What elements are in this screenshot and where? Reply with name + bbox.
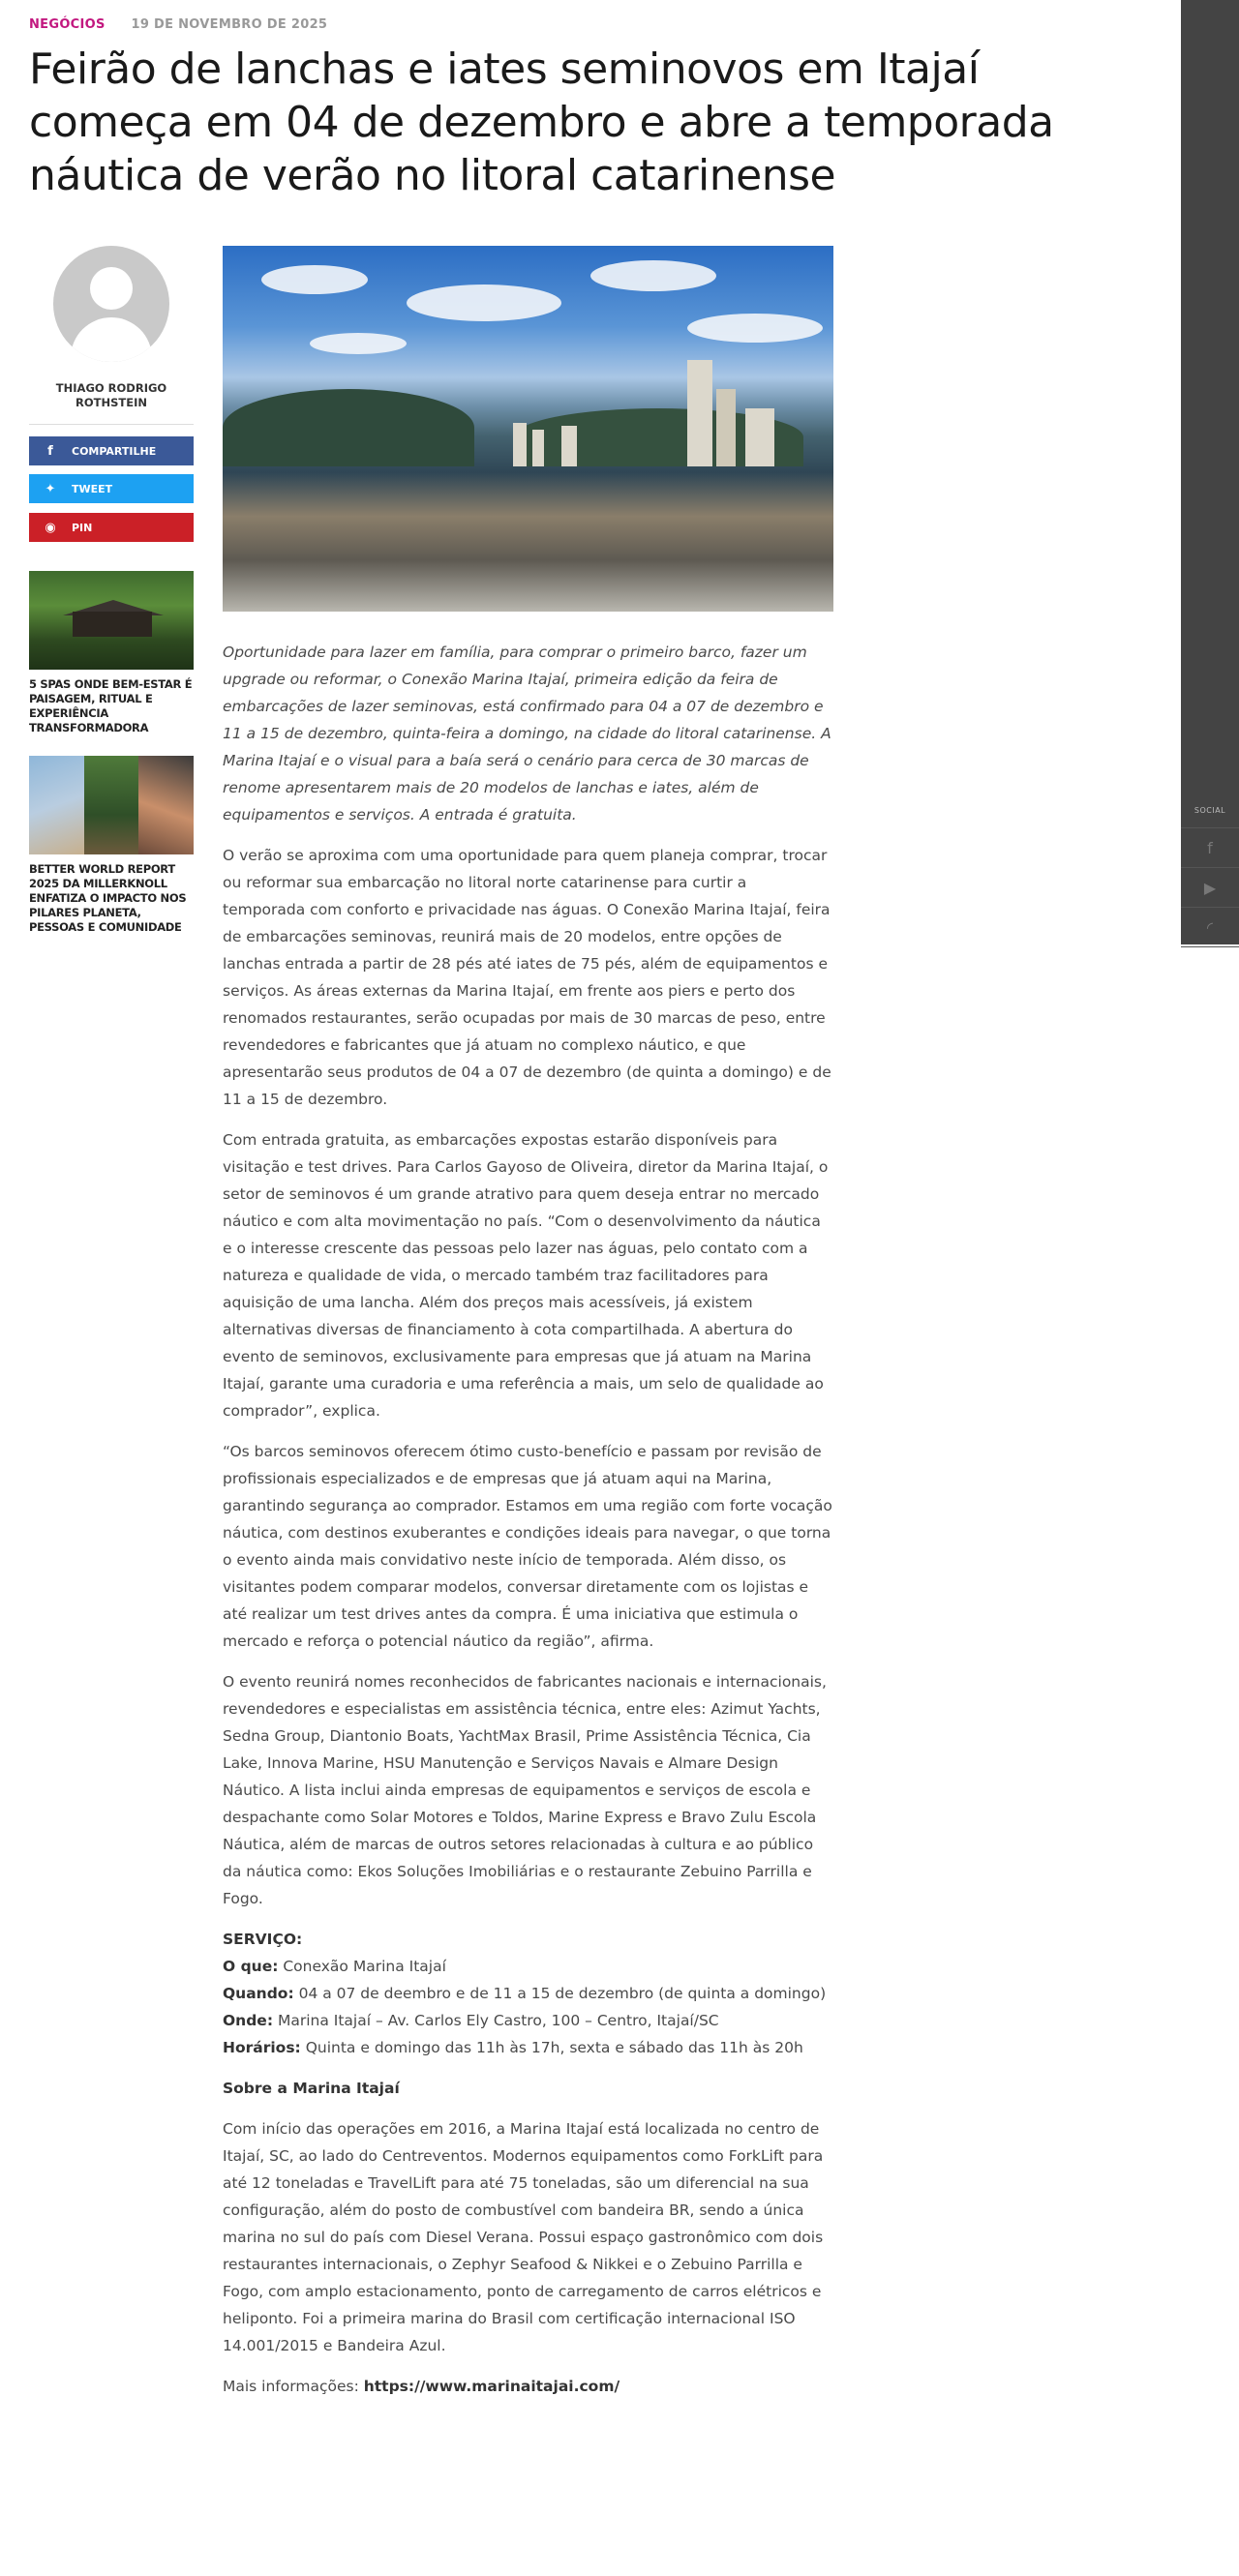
more-info-label: Mais informações: [223, 2378, 364, 2395]
article-paragraph: Com entrada gratuita, as embarcações expostas estarão disponíveis para visitação e test drives. Para Carlos Gayoso de Oliveira, diretor da Marina Itajaí, o setor de seminovos é um grande atrativo para quem deseja entrar no mercado náutico e com alta movimentação no país. “Com o desenvolvimento da náutica e o interesse crescente das pessoas pelo lazer nas águas, pelo contato com a natureza e qualidade de vida, o mercado também traz facilitadores para aquisição de uma lancha. Além dos preços mais acessíveis, já existem alternativas diversas de financiamento à cota compartilhada. A abertura do evento de seminovos, exclusivamente para empresas que já atuam na Marina Itajaí, garante uma curadoria e uma referência a mais, um selo de qualidade ao comprador”, explica. [223, 1131, 829, 1420]
article-body [223, 639, 833, 2413]
service-hours: Quinta e domingo das 11h às 17h, sexta e sábado das 11h às 20h [300, 2039, 803, 2056]
service-what: Conexão Marina Itajaí [278, 1958, 446, 1975]
author-box [29, 246, 194, 425]
rss-icon[interactable]: ◜ [1181, 907, 1239, 947]
hero-image-marina [223, 246, 833, 612]
related-post-thumbnail[interactable] [29, 756, 194, 854]
article-lead: Oportunidade para lazer em família, para comprar o primeiro barco, fazer um upgrade ou reformar, o Conexão Marina Itajaí, primeira edição da feira de embarcações de lazer seminovas, está confirmado para 04 a 07 de dezembro e 11 a 15 de dezembro, quinta-feira a domingo, na cidade do litoral catarinense. A Marina Itajaí e o visual para a baía será o cenário para cerca de 30 marcas de renome apresentarem mais de 20 modelos de lanchas e iates, além de equipamentos e serviços. A entrada é gratuita. [223, 644, 831, 824]
facebook-icon: f [47, 443, 53, 459]
facebook-icon[interactable]: f [1181, 827, 1239, 867]
article-paragraph: “Os barcos seminovos oferecem ótimo custo-benefício e passam por revisão de profissionais especializados e de empresas que já atuam aqui na Marina, garantindo segurança ao comprador. Estamos em uma região com forte vocação náutica, com destinos exuberantes e condições ideais para navegar, o que torna o evento ainda mais convidativo neste início de temporada. Além disso, os visitantes podem comparar modelos, conversar diretamente com os lojistas e até realizar um test drives antes da compra. É uma iniciativa que estimula o mercado e reforça o potencial náutico da região”, afirma. [223, 1443, 832, 1650]
related-post[interactable] [29, 756, 194, 935]
service-where: Marina Itajaí – Av. Carlos Ely Castro, 100 – Centro, Itajaí/SC [273, 2012, 719, 2029]
article-paragraph: O verão se aproxima com uma oportunidade para quem planeja comprar, trocar ou reformar sua embarcação no litoral norte catarinense para curtir a temporada com conforto e privacidade nas águas. O Conexão Marina Itajaí, feira de embarcações seminovas, reunirá mais de 20 modelos, entre opções de lanchas entrada a partir de 28 pés até iates de 75 pés, além de equipamentos e serviços. As áreas externas da Marina Itajaí, em frente aos piers e perto dos renomados restaurantes, serão ocupadas por mais de 30 marcas de peso, entre revendedores e fabricantes que já atuam no complexo náutico, e que apresentarão seus produtos de 04 a 07 de dezembro (de quinta a domingo) e de 11 a 15 de dezembro. [223, 847, 831, 1108]
service-when-label: Quando: [223, 1985, 294, 2002]
share-pinterest-button[interactable] [29, 513, 194, 542]
service-what-label: O que: [223, 1958, 279, 1975]
avatar [53, 246, 169, 362]
share-pinterest-label: PIN [72, 521, 93, 534]
twitter-icon: ✦ [45, 481, 56, 496]
share-twitter-button[interactable] [29, 474, 194, 503]
article-meta [29, 17, 327, 32]
service-heading: SERVIÇO: [223, 1931, 303, 1948]
related-post-title[interactable]: BETTER WORLD REPORT 2025 DA MILLERKNOLL ENFATIZA O IMPACTO NOS PILARES PLANETA, PESSOAS E COMUNIDADE [29, 862, 187, 934]
share-twitter-label: TWEET [72, 482, 113, 495]
related-post[interactable] [29, 571, 194, 735]
service-block [223, 1926, 833, 2061]
more-info [223, 2373, 833, 2400]
article-paragraph: O evento reunirá nomes reconhecidos de fabricantes nacionais e internacionais, revendedores e especialistas em assistência técnica, entre eles: Azimut Yachts, Sedna Group, Diantonio Boats, YachtMax Brasil, Prime Assistência Técnica, Cia Lake, Innova Marine, HSU Manutenção e Serviços Navais e Almare Design Náutico. A lista inclui ainda empresas de equipamentos e serviços de escola e despachante como Solar Motores e Toldos, Marine Express e Bravo Zulu Escola Náutica, além de marcas de outros setores relacionadas à cultura e ao público da náutica como: Ekos Soluções Imobiliárias e o restaurante Zebuino Parrilla e Fogo. [223, 1673, 827, 1907]
related-post-thumbnail[interactable] [29, 571, 194, 670]
social-sidebar [1181, 0, 1239, 944]
youtube-icon[interactable]: ▶ [1181, 867, 1239, 907]
share-facebook-label: COMPARTILHE [72, 444, 157, 458]
more-info-link[interactable]: https://www.marinaitajai.com/ [363, 2378, 620, 2395]
pinterest-icon: ◉ [45, 520, 56, 535]
service-where-label: Onde: [223, 2012, 274, 2029]
related-post-title[interactable]: 5 SPAS ONDE BEM-ESTAR É PAISAGEM, RITUAL E EXPERIÊNCIA TRANSFORMADORA [29, 677, 193, 734]
share-facebook-button[interactable] [29, 436, 194, 465]
category-link[interactable]: NEGÓCIOS [29, 17, 106, 32]
divider [29, 424, 194, 425]
publish-date: 19 DE NOVEMBRO DE 2025 [131, 17, 328, 32]
about-heading: Sobre a Marina Itajaí [223, 2080, 400, 2097]
author-name[interactable]: THIAGO RODRIGO ROTHSTEIN [55, 381, 167, 409]
about-paragraph: Com início das operações em 2016, a Marina Itajaí está localizada no centro de Itajaí, SC, ao lado do Centreventos. Modernos equipamentos como ForkLift para até 12 toneladas e TravelLift para até 75 toneladas, são um diferencial na sua configuração, além do posto de combustível com bandeira BR, sendo a única marina no sul do país com Diesel Verana. Possui espaço gastronômico com dois restaurantes internacionais, o Zephyr Seafood & Nikkei e o Zebuino Parrilla e Fogo, com amplo estacionamento, ponto de carregamento de carros elétricos e heliponto. Foi a primeira marina do Brasil com certificação internacional ISO 14.001/2015 e Bandeira Azul. [223, 2120, 824, 2354]
service-hours-label: Horários: [223, 2039, 301, 2056]
service-when: 04 a 07 de deembro e de 11 a 15 de dezembro (de quinta a domingo) [293, 1985, 827, 2002]
social-label: SOCIAL [1194, 806, 1226, 815]
article-title: Feirão de lanchas e iates seminovos em Itajaí começa em 04 de dezembro e abre a temporada náutica de verão no litoral catarinense [29, 45, 1054, 200]
